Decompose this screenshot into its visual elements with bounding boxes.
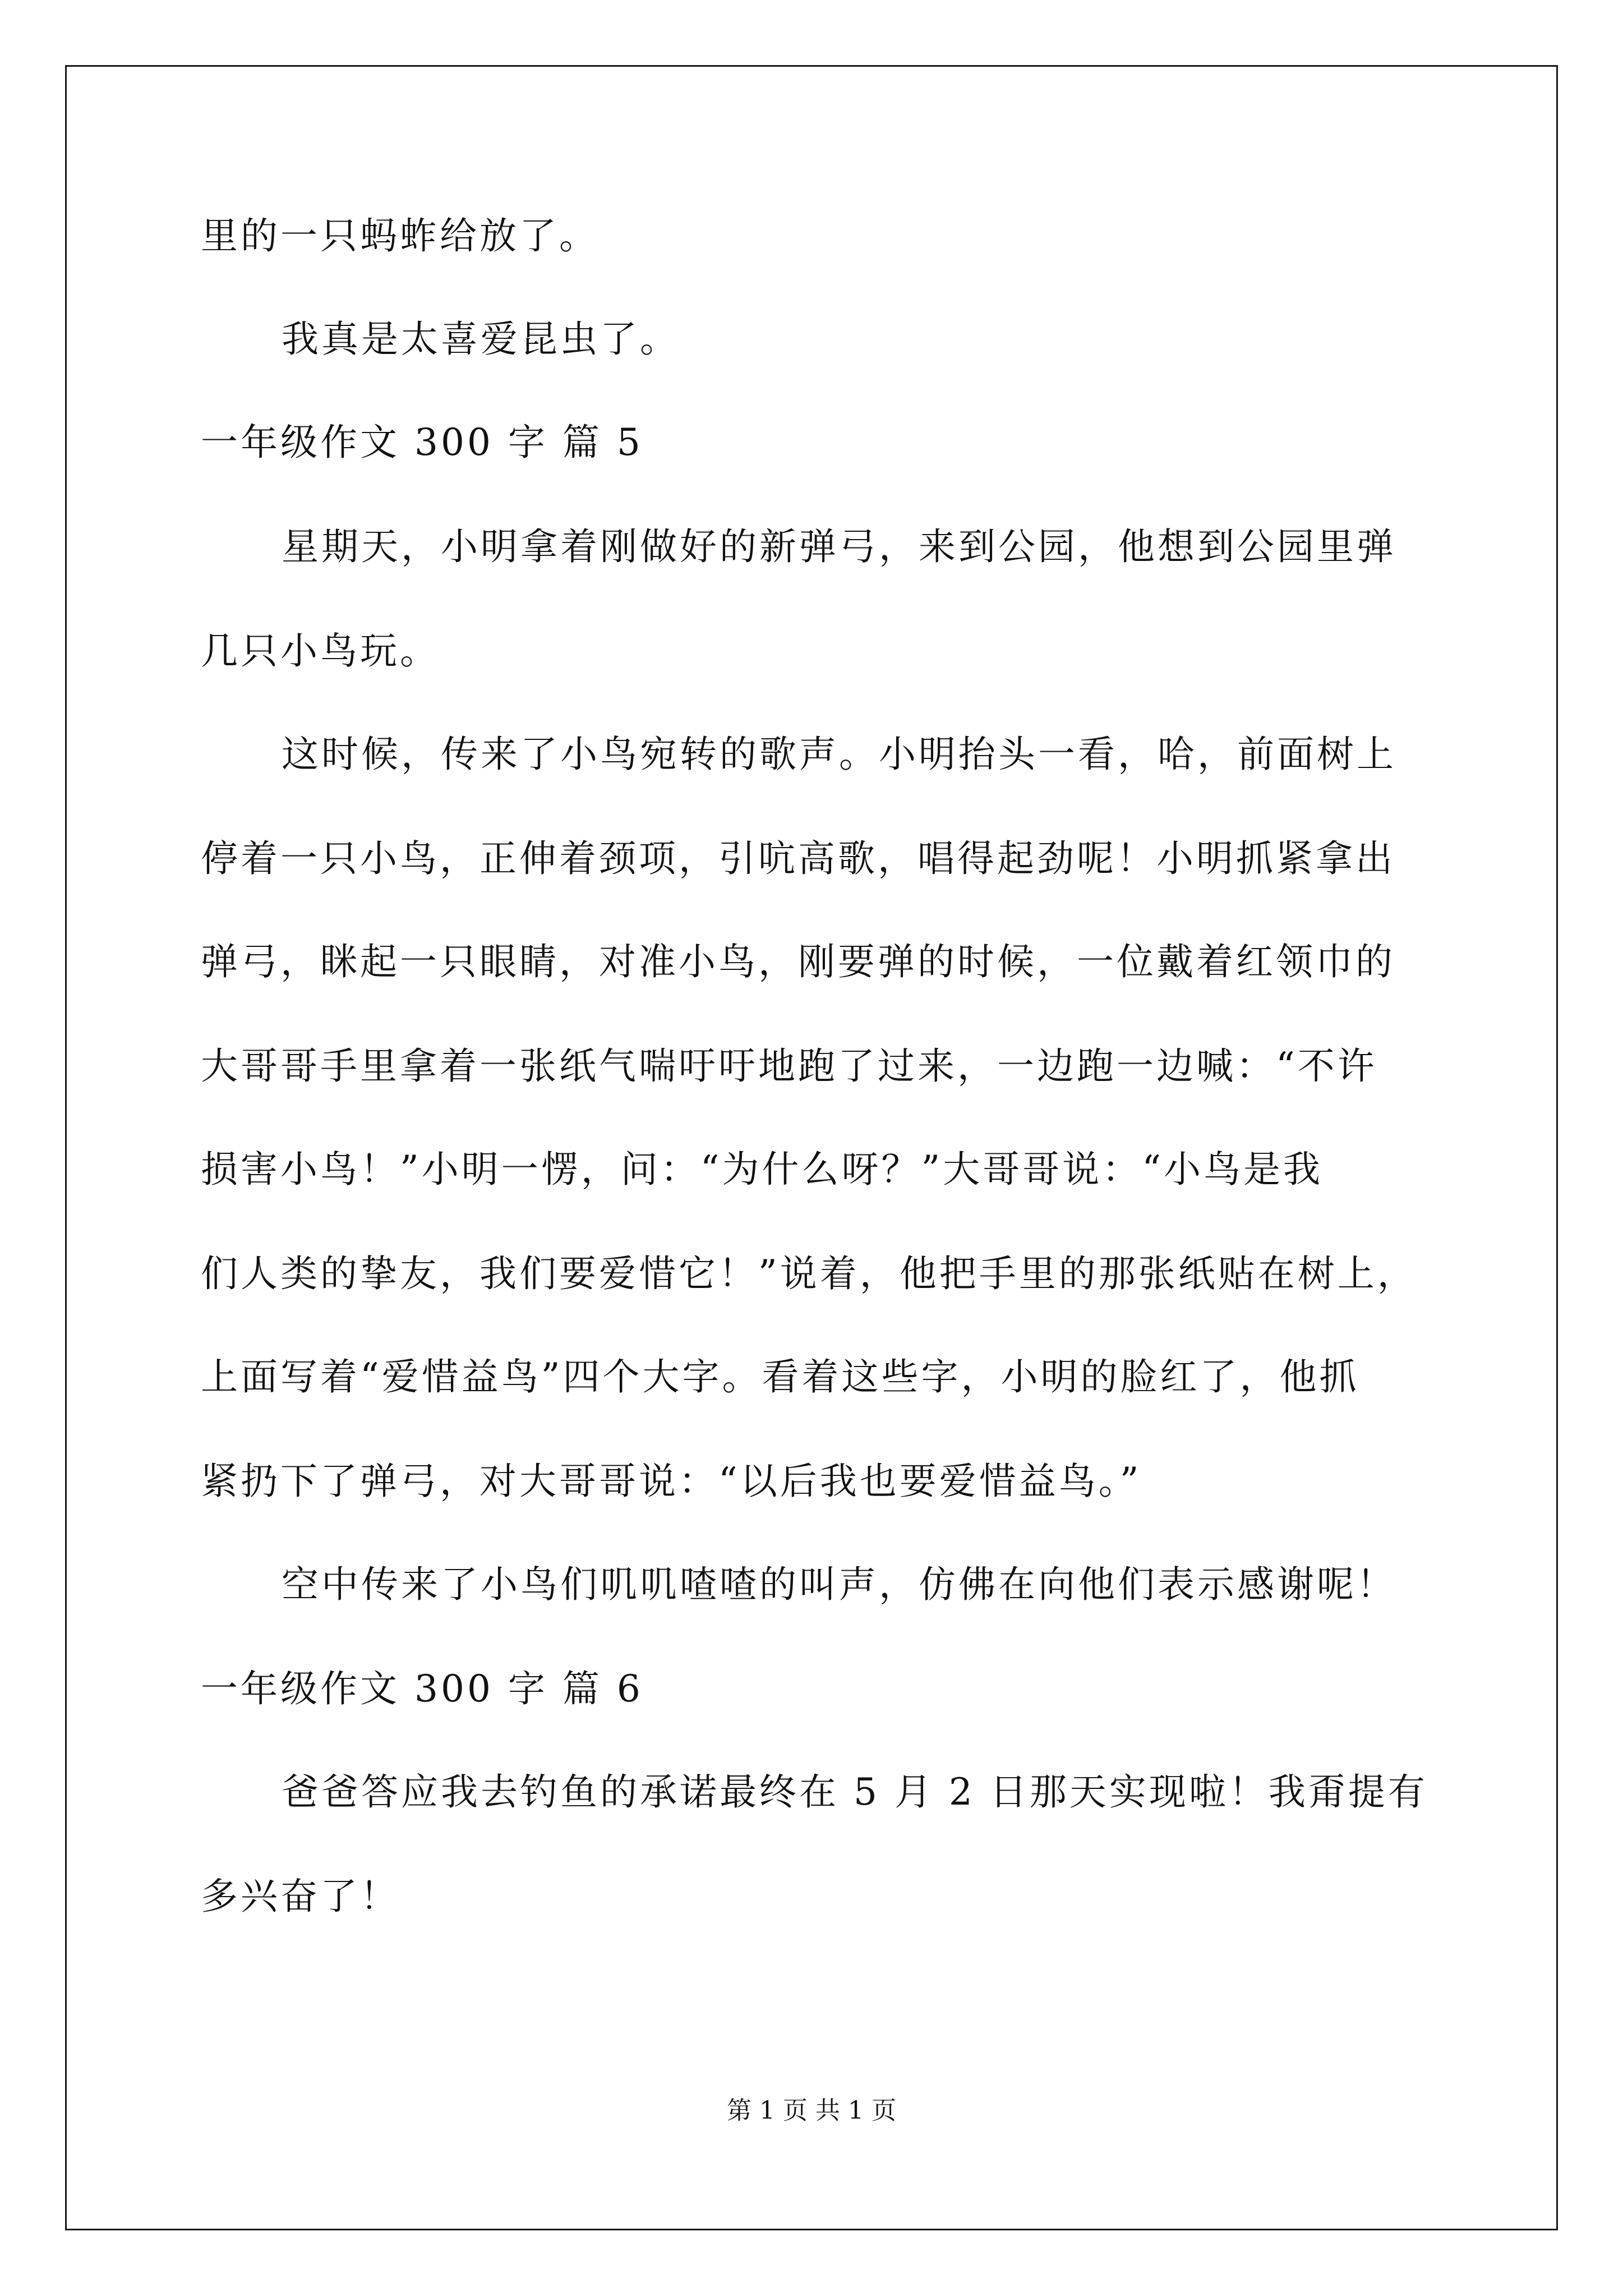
paragraph-line: 星期天，小明拿着刚做好的新弹弓，来到公园，他想到公园里弹 (282, 525, 1396, 568)
page-footer: 第 1 页 共 1 页 (727, 2096, 896, 2125)
paragraph-line: 我真是太喜爱昆虫了。 (282, 318, 680, 361)
paragraph-line: 空中传来了小鸟们叽叽喳喳的叫声，仿佛在向他们表示感谢呢！ (282, 1563, 1396, 1606)
paragraph-line: 停着一只小鸟，正伸着颈项，引吭高歌，唱得起劲呢！小明抓紧拿出 (201, 837, 1395, 880)
paragraph-line: 弹弓，眯起一只眼睛，对准小鸟，刚要弹的时候，一位戴着红领巾的 (201, 940, 1395, 983)
paragraph-line: 爸爸答应我去钓鱼的承诺最终在 5 月 2 日那天实现啦！我甭提有 (282, 1770, 1428, 1814)
paragraph-line: 紧扔下了弹弓，对大哥哥说：“以后我也要爱惜益鸟。” (201, 1460, 1142, 1503)
paragraph-line: 多兴奋了！ (201, 1875, 400, 1918)
paragraph-line: 里的一只蚂蚱给放了。 (201, 214, 599, 257)
paragraph-line: 这时候，传来了小鸟宛转的歌声。小明抬头一看，哈，前面树上 (282, 733, 1396, 776)
paragraph-line: 几只小鸟玩。 (201, 629, 440, 673)
paragraph-line: 损害小鸟！”小明一愣，问：“为什么呀？”大哥哥说：“小鸟是我 (201, 1148, 1323, 1191)
paragraph-line: 上面写着“爱惜益鸟”四个大字。看着这些字，小明的脸红了，他抓 (201, 1355, 1359, 1398)
section-heading: 一年级作文 300 字 篇 6 (201, 1667, 643, 1710)
section-heading: 一年级作文 300 字 篇 5 (201, 421, 643, 464)
paragraph-line: 大哥哥手里拿着一张纸气喘吁吁地跑了过来，一边跑一边喊：“不许 (201, 1045, 1377, 1088)
paragraph-line: 们人类的挚友，我们要爱惜它！”说着，他把手里的那张纸贴在树上， (201, 1252, 1417, 1295)
